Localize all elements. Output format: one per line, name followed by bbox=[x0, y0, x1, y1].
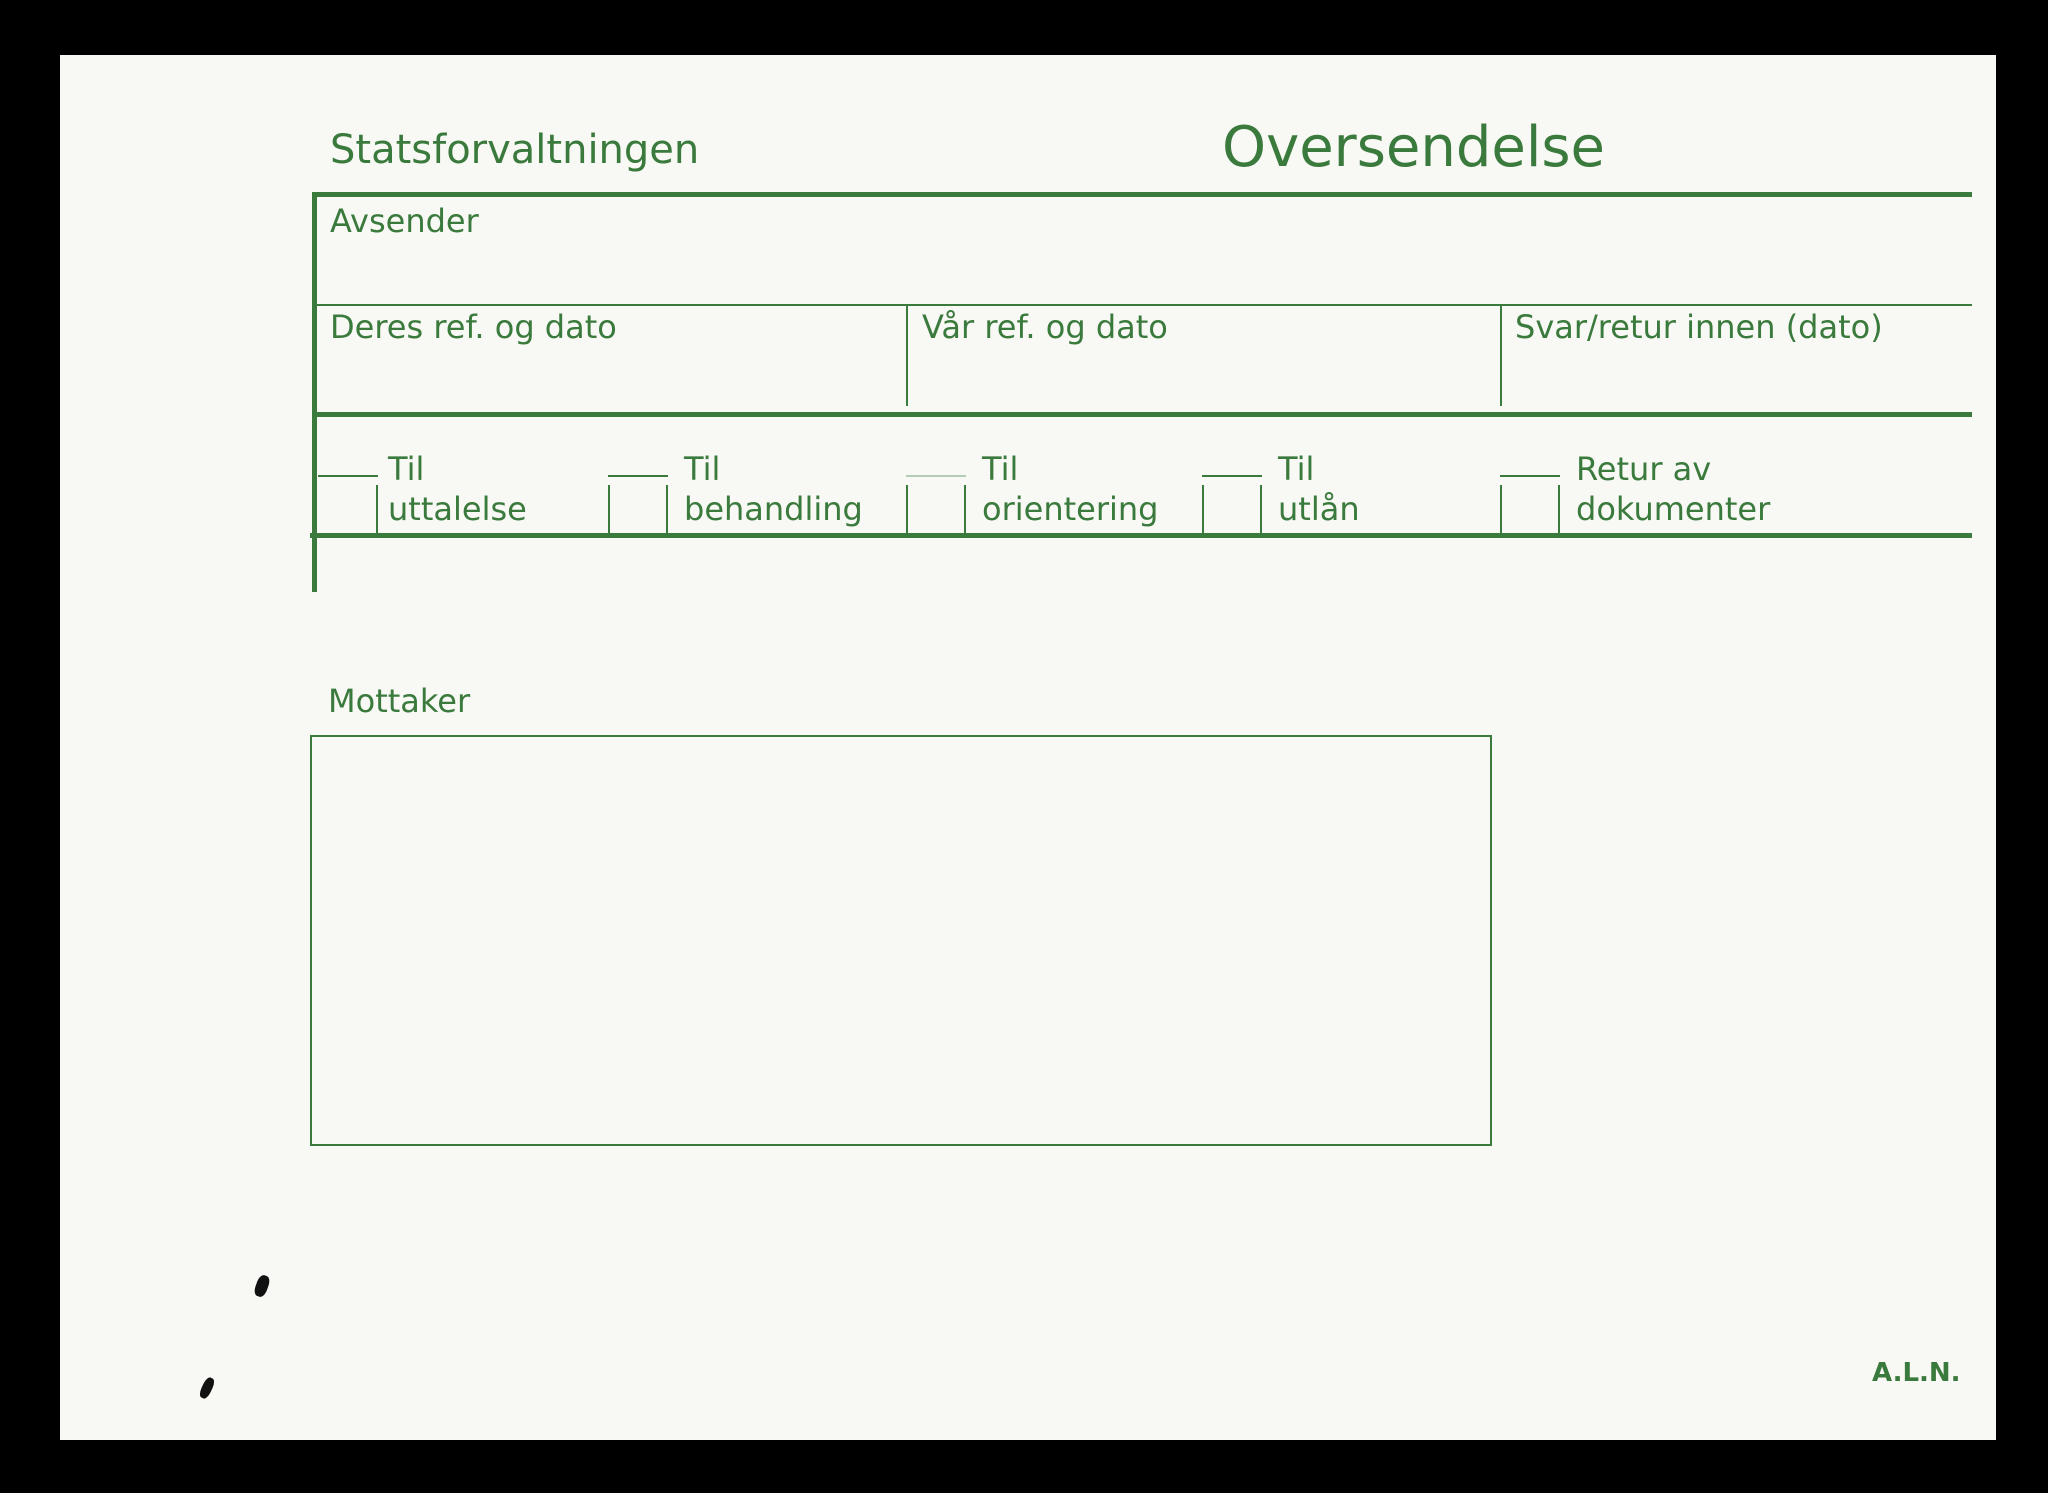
reply-label: Svar/retur innen (dato) bbox=[1515, 308, 1883, 346]
option-behandling-line1: Til bbox=[684, 450, 721, 488]
ref-divider-1 bbox=[906, 306, 908, 406]
checkbox-utlan[interactable] bbox=[1202, 475, 1262, 535]
option-uttalelse-line1: Til bbox=[388, 450, 425, 488]
sender-label: Avsender bbox=[330, 202, 479, 240]
scan-speck bbox=[198, 1376, 216, 1400]
checkbox-orientering[interactable] bbox=[906, 475, 966, 535]
checkbox-uttalelse[interactable] bbox=[318, 475, 378, 535]
option-utlan-line1: Til bbox=[1278, 450, 1315, 488]
option-uttalelse-line2: uttalelse bbox=[388, 490, 527, 528]
ref-divider-2 bbox=[1500, 306, 1502, 406]
form-top-rule bbox=[312, 192, 1972, 197]
option-retur-line1: Retur av bbox=[1576, 450, 1712, 488]
option-behandling-line2: behandling bbox=[684, 490, 863, 528]
org-name: Statsforvaltningen bbox=[330, 127, 700, 173]
form-card bbox=[60, 55, 1996, 1440]
our-ref-label: Vår ref. og dato bbox=[922, 308, 1168, 346]
option-utlan-line2: utlån bbox=[1278, 490, 1360, 528]
form-left-rule bbox=[312, 192, 317, 592]
recipient-label: Mottaker bbox=[328, 682, 471, 720]
option-retur-line2: dokumenter bbox=[1576, 490, 1771, 528]
sender-row-rule bbox=[316, 304, 1972, 306]
ref-row-rule bbox=[316, 412, 1972, 417]
checkbox-retur[interactable] bbox=[1500, 475, 1560, 535]
options-bottom-rule bbox=[310, 533, 1972, 538]
recipient-box[interactable] bbox=[310, 735, 1492, 1146]
your-ref-label: Deres ref. og dato bbox=[330, 308, 617, 346]
scan-speck bbox=[253, 1274, 272, 1299]
form-title: Oversendelse bbox=[1222, 115, 1606, 180]
option-orientering-line2: orientering bbox=[982, 490, 1159, 528]
option-orientering-line1: Til bbox=[982, 450, 1019, 488]
checkbox-behandling[interactable] bbox=[608, 475, 668, 535]
printer-mark: A.L.N. bbox=[1872, 1358, 1961, 1388]
